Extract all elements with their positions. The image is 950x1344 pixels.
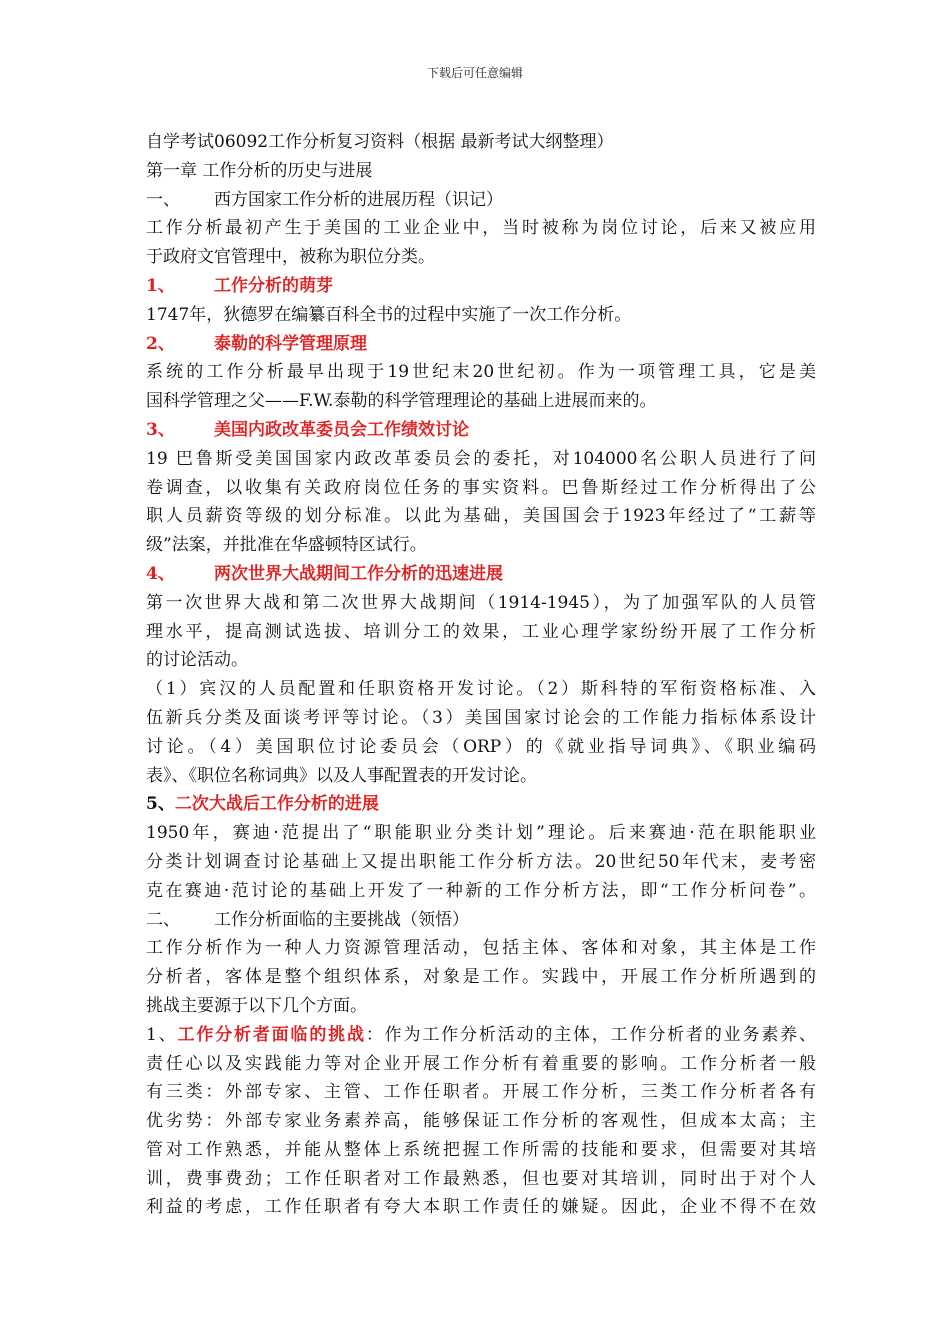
- paragraph-line: 级”法案，并批准在华盛顿特区试行。: [146, 535, 427, 556]
- paragraph-line: 挑战主要源于以下几个方面。: [146, 995, 367, 1016]
- paragraph-line: 责任心以及实践能力等对企业开展工作分析有着重要的影响。工作分析者一般: [146, 1053, 816, 1074]
- paragraph-line: 表》、《职位名称词典》以及人事配置表的开发讨论。: [146, 765, 537, 786]
- paragraph-line: 第一次世界大战和第二次世界大战期间（1914-1945），为了加强军队的人员管: [146, 592, 816, 613]
- paragraph-line: （1）宾汉的人员配置和任职资格开发讨论。（2）斯科特的军衔资格标准、入: [146, 679, 816, 700]
- paragraph-line: 管对工作熟悉，并能从整体上系统把握工作所需的技能和要求，但需要对其培: [146, 1139, 816, 1160]
- paragraph-line: 训，费事费劲；工作任职者对工作最熟悉，但也要对其培训，同时出于对个人: [146, 1168, 816, 1189]
- subheading-1: 1、 工作分析的萌芽: [146, 275, 333, 296]
- subheading-4: 4、 两次世界大战期间工作分析的迅速进展: [146, 563, 503, 584]
- paragraph-line: 有三类：外部专家、主管、工作任职者。开展工作分析，三类工作分析者各有: [146, 1082, 816, 1103]
- paragraph-line: 分类计划调查讨论基础上又提出职能工作分析方法。20世纪50年代末，麦考密: [146, 851, 816, 872]
- paragraph-line: 讨论。（4）美国职位讨论委员会（ORP）的《就业指导词典》、《职业编码: [146, 736, 816, 757]
- paragraph-line: 1747年，狄德罗在编纂百科全书的过程中实施了一次工作分析。: [146, 304, 632, 325]
- paragraph-line: 伍新兵分类及面谈考评等讨论。（3）美国国家讨论会的工作能力指标体系设计: [146, 707, 816, 728]
- paragraph-line: 19 巴鲁斯受美国国家内政改革委员会的委托，对104000名公职人员进行了问: [146, 448, 816, 469]
- paragraph-line-challenge: 1、工作分析者面临的挑战：作为工作分析活动的主体，工作分析者的业务素养、: [146, 1024, 816, 1045]
- subheading-2: 2、 泰勒的科学管理原理: [146, 333, 367, 354]
- paragraph-line: 理水平，提高测试选拔、培训分工的效果，工业心理学家纷纷开展了工作分析: [146, 621, 816, 642]
- paragraph-line: 职人员薪资等级的划分标准。以此为基础，美国国会于1923年经过了“工薪等: [146, 506, 816, 527]
- chapter-heading: 第一章 工作分析的历史与进展: [146, 160, 373, 181]
- paragraph-line: 工作分析最初产生于美国的工业企业中，当时被称为岗位讨论，后来又被应用: [146, 218, 816, 239]
- doc-title: 自学考试06092工作分析复习资料（根据 最新考试大纲整理）: [146, 132, 614, 152]
- paragraph-line: 系统的工作分析最早出现于19世纪末20世纪初。作为一项管理工具，它是美: [146, 362, 816, 383]
- paragraph-line: 利益的考虑，工作任职者有夸大本职工作责任的嫌疑。因此，企业不得不在效: [146, 1197, 816, 1218]
- paragraph-line: 卷调查，以收集有关政府岗位任务的事实资料。巴鲁斯经过工作分析得出了公: [146, 477, 816, 498]
- subheading-3: 3、 美国内政改革委员会工作绩效讨论: [146, 419, 469, 440]
- paragraph-line: 分析者，客体是整个组织体系，对象是工作。实践中，开展工作分析所遇到的: [146, 967, 816, 988]
- document-body: [146, 128, 816, 1222]
- section-heading-2: 二、 工作分析面临的主要挑战（领悟）: [146, 909, 469, 930]
- paragraph-line: 国科学管理之父——F.W.泰勒的科学管理理论的基础上进展而来的。: [146, 391, 657, 412]
- paragraph-line: 克在赛迪·范讨论的基础上开发了一种新的工作分析方法，即“工作分析问卷”。: [146, 880, 816, 901]
- section-heading-1: 一、 西方国家工作分析的进展历程（识记）: [146, 189, 503, 210]
- paragraph-line: 优劣势：外部专家业务素养高，能够保证工作分析的客观性，但成本太高；主: [146, 1111, 816, 1132]
- paragraph-line: 于政府文官管理中，被称为职位分类。: [146, 247, 435, 268]
- paragraph-line: 的讨论活动。: [146, 650, 248, 671]
- page-header: 下载后可任意编辑: [426, 66, 523, 80]
- paragraph-line: 1950年，赛迪·范提出了“职能职业分类计划”理论。后来赛迪·范在职能职业: [146, 823, 816, 844]
- subheading-5: 5、二次大战后工作分析的进展: [146, 794, 379, 815]
- paragraph-line: 工作分析作为一种人力资源管理活动，包括主体、客体和对象，其主体是工作: [146, 938, 816, 959]
